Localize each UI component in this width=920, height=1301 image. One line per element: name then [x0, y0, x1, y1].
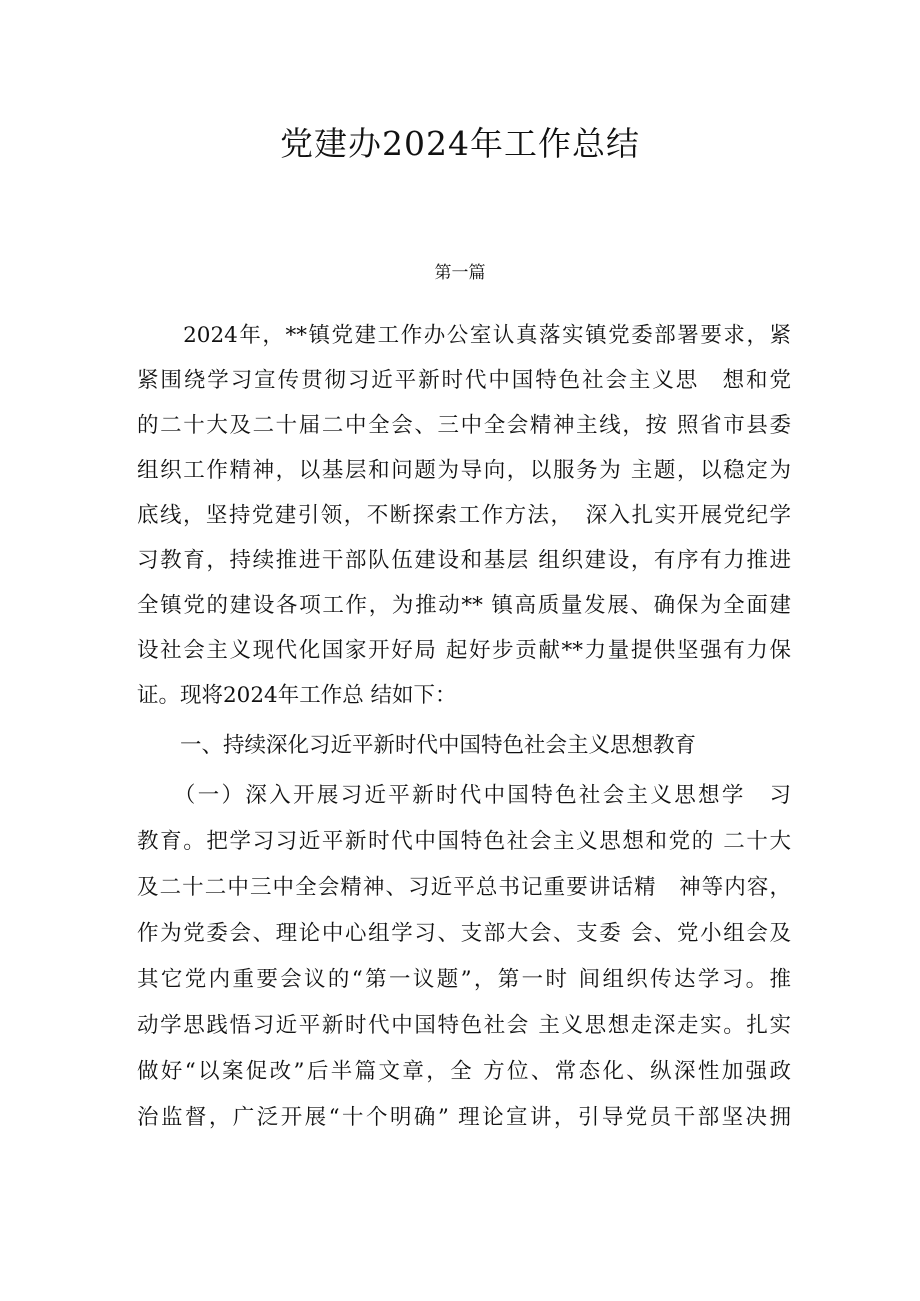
body-line: 做好“以案促改”后半篇文章，全 方位、常态化、纵深性加强政 — [137, 1059, 791, 1084]
document-title: 党建办2024年工作总结 — [280, 124, 640, 163]
body-line: 及二十二中三中全会精神、习近平总书记重要讲话精 神等内容， — [137, 875, 791, 900]
body-line: 2024年，**镇党建工作办公室认真落实镇党委部署要求，紧 — [137, 323, 791, 348]
body-line: 组织工作精神，以基层和问题为导向，以服务为 主题，以稳定为 — [137, 458, 791, 483]
body-line: 治监督，广泛开展“十个明确” 理论宣讲，引导党员干部坚决拥 — [137, 1105, 791, 1130]
body-line: 的二十大及二十届二中全会、三中全会精神主线，按 照省市县委 — [137, 413, 791, 438]
body-line: 全镇党的建设各项工作，为推动** 镇高质量发展、确保为全面建 — [137, 593, 791, 618]
body-line: 教育。把学习习近平新时代中国特色社会主义思想和党的 二十大 — [137, 829, 791, 854]
document-subtitle: 第一篇 — [434, 263, 486, 283]
body-line: 其它党内重要会议的“第一议题”，第一时 间组织传达学习。推 — [137, 967, 791, 992]
body-line: 紧围绕学习宣传贯彻习近平新时代中国特色社会主义思 想和党 — [137, 368, 791, 393]
body-line: 底线，坚持党建引领，不断探索工作方法， 深入扎实开展党纪学 — [137, 503, 791, 528]
body-line: 证。现将2024年工作总 结如下： — [137, 683, 457, 708]
body-line: 设社会主义现代化国家开好局 起好步贡献**力量提供坚强有力保 — [137, 638, 791, 663]
body-line: 习教育，持续推进干部队伍建设和基层 组织建设，有序有力推进 — [137, 548, 791, 573]
section-heading: 一、持续深化习近平新时代中国特色社会主义思想教育 — [137, 733, 697, 758]
body-line: 作为党委会、理论中心组学习、支部大会、支委 会、党小组会及 — [137, 921, 791, 946]
body-line: 动学思践悟习近平新时代中国特色社会 主义思想走深走实。扎实 — [137, 1013, 791, 1038]
body-line: （一）深入开展习近平新时代中国特色社会主义思想学 习 — [137, 783, 791, 808]
